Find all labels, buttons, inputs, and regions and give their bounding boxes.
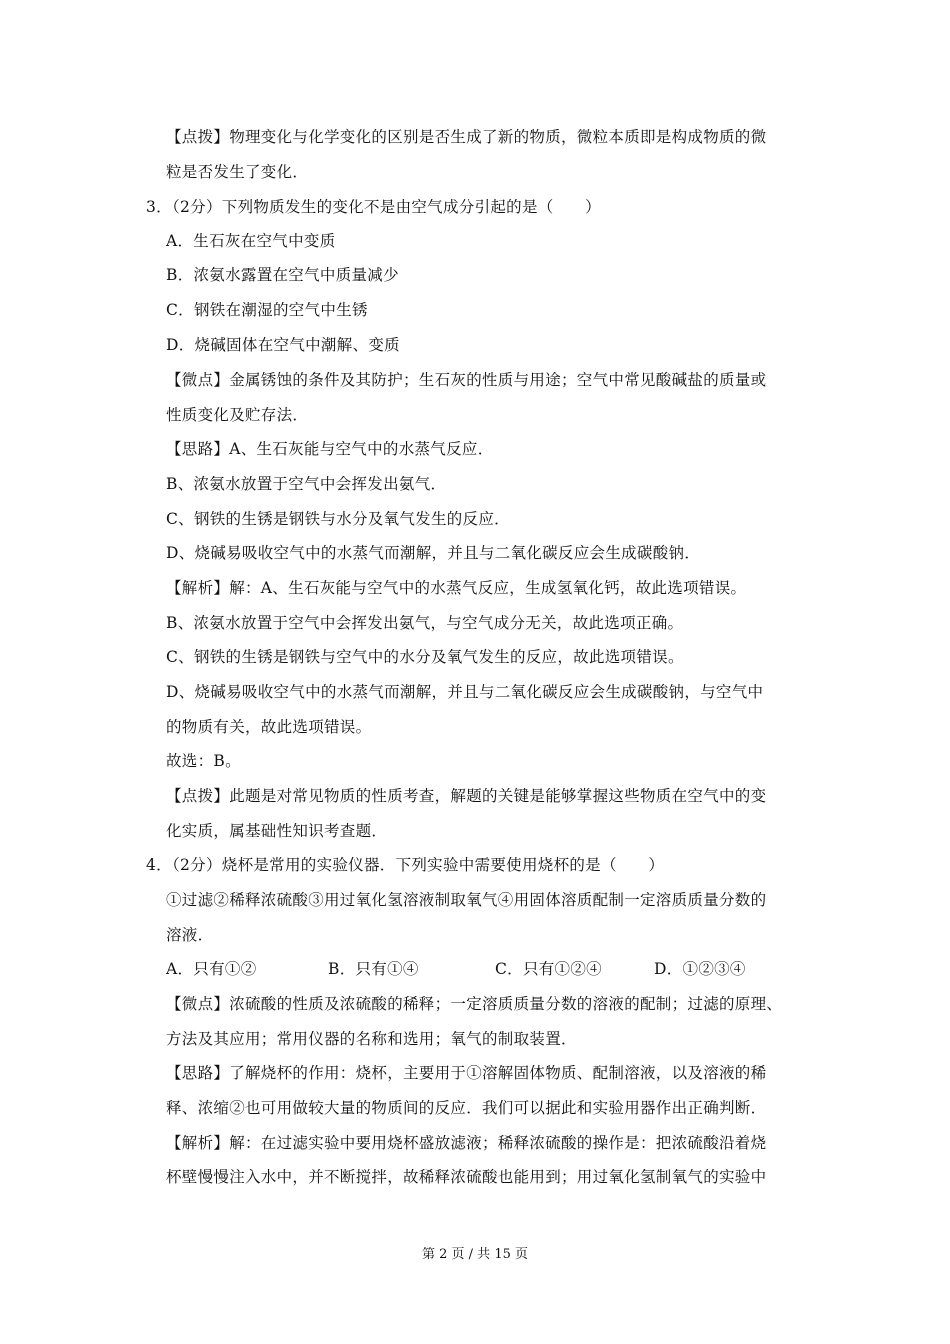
q4-weidian-line-1: 【微点】浓硫酸的性质及浓硫酸的稀释；一定溶质质量分数的溶液的配制；过滤的原理、 xyxy=(166,995,783,1013)
q4-stem: 4．（2分）烧杯是常用的实验仪器．下列实验中需要使用烧杯的是（ ） xyxy=(146,856,665,874)
q4-items-line-1: ①过滤②稀释浓硫酸③用过氧化氢溶液制取氧气④用固体溶质配制一定溶质质量分数的 xyxy=(166,891,767,909)
q3-option-d: D．烧碱固体在空气中潮解、变质 xyxy=(166,336,400,354)
q3-option-b: B．浓氨水露置在空气中质量减少 xyxy=(166,266,399,284)
q3-jiexi-line-1: 【解析】解：A、生石灰能与空气中的水蒸气反应，生成氢氧化钙，故此选项错误。 xyxy=(166,579,747,597)
q3-jiexi-line-2: B、浓氨水放置于空气中会挥发出氨气，与空气成分无关，故此选项正确。 xyxy=(166,614,684,632)
q3-silu-line-3: C、钢铁的生锈是钢铁与水分及氧气发生的反应． xyxy=(166,510,510,528)
q4-option-d: D．①②③④ xyxy=(654,960,746,978)
q4-weidian-line-2: 方法及其应用；常用仪器的名称和选用；氧气的制取装置． xyxy=(166,1030,577,1048)
q3-option-a: A．生石灰在空气中变质 xyxy=(166,232,336,250)
q3-jiexi-line-4: D、烧碱易吸收空气中的水蒸气而潮解，并且与二氧化碳反应会生成碳酸钠，与空气中 xyxy=(166,683,764,701)
q4-silu-line-2: 释、浓缩②也可用做较大量的物质间的反应．我们可以据此和实验用器作出正确判断． xyxy=(166,1099,767,1117)
q4-option-b: B．只有①④ xyxy=(328,960,419,978)
q3-silu-line-1: 【思路】A、生石灰能与空气中的水蒸气反应． xyxy=(166,440,494,458)
q4-items-line-2: 溶液． xyxy=(166,926,214,944)
q3-stem: 3．（2分）下列物质发生的变化不是由空气成分引起的是（ ） xyxy=(146,198,601,216)
q3-jiexi-line-3: C、钢铁的生锈是钢铁与空气中的水分及氧气发生的反应，故此选项错误。 xyxy=(166,648,684,666)
q3-silu-line-2: B、浓氨水放置于空气中会挥发出氨气． xyxy=(166,475,447,493)
q4-option-a: A．只有①② xyxy=(166,960,257,978)
q3-weidian-line-2: 性质变化及贮存法． xyxy=(166,406,309,424)
q2-dianbo-line-1: 【点拨】物理变化与化学变化的区别是否生成了新的物质，微粒本质即是构成物质的微 xyxy=(166,128,767,146)
q4-option-c: C．只有①②④ xyxy=(495,960,602,978)
q3-dianbo-line-2: 化实质，属基础性知识考查题． xyxy=(166,822,388,840)
q4-jiexi-line-1: 【解析】解：在过滤实验中要用烧杯盛放滤液；稀释浓硫酸的操作是：把浓硫酸沿着烧 xyxy=(166,1134,767,1152)
q4-jiexi-line-2: 杯壁慢慢注入水中，并不断搅拌，故稀释浓硫酸也能用到；用过氧化氢制氧气的实验中 xyxy=(166,1168,767,1186)
q3-silu-line-4: D、烧碱易吸收空气中的水蒸气而潮解，并且与二氧化碳反应会生成碳酸钠． xyxy=(166,544,701,562)
q3-option-c: C．钢铁在潮湿的空气中生锈 xyxy=(166,301,368,319)
q4-silu-line-1: 【思路】了解烧杯的作用：烧杯，主要用于①溶解固体物质、配制溶液，以及溶液的稀 xyxy=(166,1064,767,1082)
page-footer: 第 2 页 / 共 15 页 xyxy=(422,1247,528,1262)
q3-jiexi-line-5: 的物质有关，故此选项错误。 xyxy=(166,718,372,736)
q2-dianbo-line-2: 粒是否发生了变化． xyxy=(166,163,309,181)
q3-answer: 故选：B。 xyxy=(166,752,241,770)
q3-dianbo-line-1: 【点拨】此题是对常见物质的性质考查，解题的关键是能够掌握这些物质在空气中的变 xyxy=(166,787,767,805)
q3-weidian-line-1: 【微点】金属锈蚀的条件及其防护；生石灰的性质与用途；空气中常见酸碱盐的质量或 xyxy=(166,371,767,389)
